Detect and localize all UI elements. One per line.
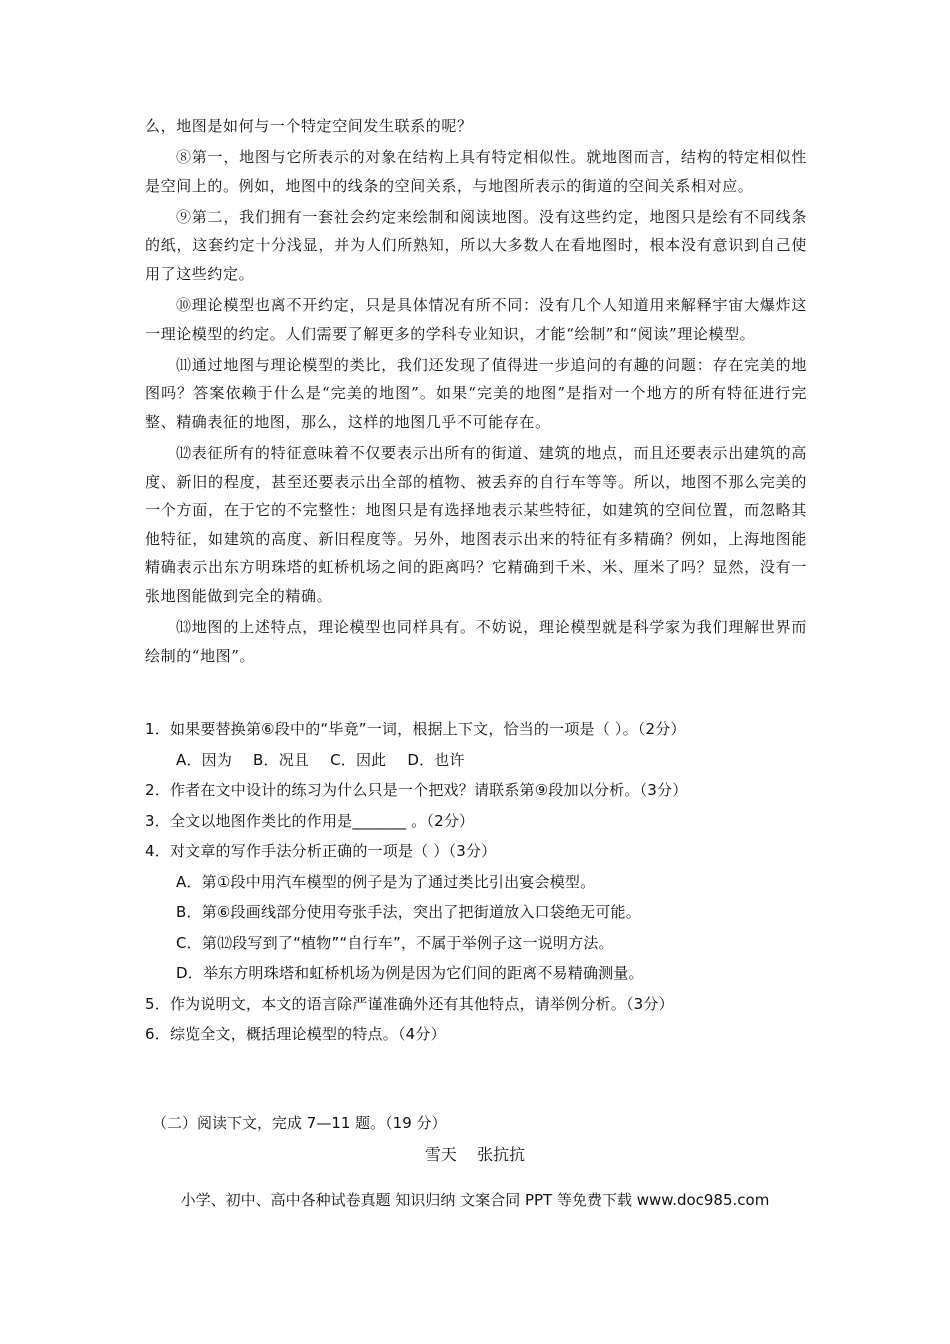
question-1: 1．如果要替换第⑥段中的“毕竟”一词，根据上下文，恰当的一项是（ ）。（2分） (145, 720, 686, 738)
paragraph-7-continued: 么，地图是如何与一个特定空间发生联系的呢？ (145, 117, 473, 135)
option-d: D．也许 (407, 750, 465, 769)
question-4-option-a: A．第①段中用汽车模型的例子是为了通过类比引出宴会模型。 (176, 872, 596, 891)
paragraph-11: ⑾通过地图与理论模型的类比，我们还发现了值得进一步追问的有趣的问题：存在完美的地图吗？答案依赖于什么是“完美的地图”。如果“完美的地图”是指对一个地方的所有特征进行完整、精确表征的地图，那么，这样的地图几乎不可能存在。 (145, 355, 807, 431)
question-list (145, 714, 825, 1050)
paragraph-12: ⑿表征所有的特征意味着不仅要表示出所有的街道、建筑的地点，而且还要表示出建筑的高度、新旧的程度，甚至还要表示出全部的植物、被丢弃的自行车等等。所以，地图不那么完美的一个方面，在于它的不完整性：地图只是有选择地表示某些特征，如建筑的空间位置，而忽略其他特征，如建筑的高度、新旧程度等。另外，地图表示出来的特征有多精确？例如，上海地图能精确表示出东方明珠塔的虹桥机场之间的距离吗？它精确到千米、米、厘米了吗？显然，没有一张地图能做到完全的精确。 (145, 444, 807, 605)
question-4-option-d: D．举东方明珠塔和虹桥机场为例是因为它们间的距离不易精确测量。 (176, 964, 644, 982)
section-2-heading: （二）阅读下文，完成 7—11 题。（19 分） (152, 1114, 447, 1132)
question-4: 4．对文章的写作手法分析正确的一项是（ ）（3分） (145, 842, 497, 860)
question-1-options (176, 745, 825, 776)
question-6: 6．综览全文，概括理论模型的特点。（4分） (145, 1025, 446, 1043)
question-3: 3．全文以地图作类比的作用是_______ 。（2分） (145, 811, 475, 830)
footer-watermark: 小学、初中、高中各种试卷真题 知识归纳 文案合同 PPT 等免费下载 www.doc985.com (180, 1191, 770, 1209)
paragraph-8: ⑧第一，地图与它所表示的对象在结构上具有特定相似性。就地图而言，结构的特定相似性是空间上的。例如，地图中的线条的空间关系，与地图所表示的街道的空间关系相对应。 (145, 148, 807, 195)
reading-passage (145, 112, 807, 673)
option-a: A．因为 (176, 750, 233, 769)
option-c: C．因此 (330, 750, 387, 769)
paragraph-13: ⒀地图的上述特点，理论模型也同样具有。不妨说，理论模型就是科学家为我们理解世界而绘制的“地图”。 (145, 618, 807, 665)
question-2: 2．作者在文中设计的练习为什么只是一个把戏？请联系第⑨段加以分析。（3分） (145, 781, 688, 799)
story-title: 雪天 张抗抗 (424, 1145, 526, 1164)
paragraph-10: ⑩理论模型也离不开约定，只是具体情况有所不同：没有几个人知道用来解释宇宙大爆炸这一理论模型的约定。人们需要了解更多的学科专业知识，才能“绘制”和“阅读”理论模型。 (145, 296, 807, 343)
question-5: 5．作为说明文，本文的语言除严谨准确外还有其他特点，请举例分析。（3分） (145, 994, 674, 1013)
question-4-option-c: C．第⑿段写到了“植物”“自行车”，不属于举例子这一说明方法。 (176, 933, 614, 952)
paragraph-9: ⑨第二，我们拥有一套社会约定来绘制和阅读地图。没有这些约定，地图只是绘有不同线条的纸，这套约定十分浅显，并为人们所熟知，所以大多数人在看地图时，根本没有意识到自己使用了这些约定。 (145, 207, 807, 283)
question-4-option-b: B．第⑥段画线部分使用夸张手法，突出了把街道放入口袋绝无可能。 (176, 903, 641, 921)
option-b: B．况且 (253, 750, 310, 769)
